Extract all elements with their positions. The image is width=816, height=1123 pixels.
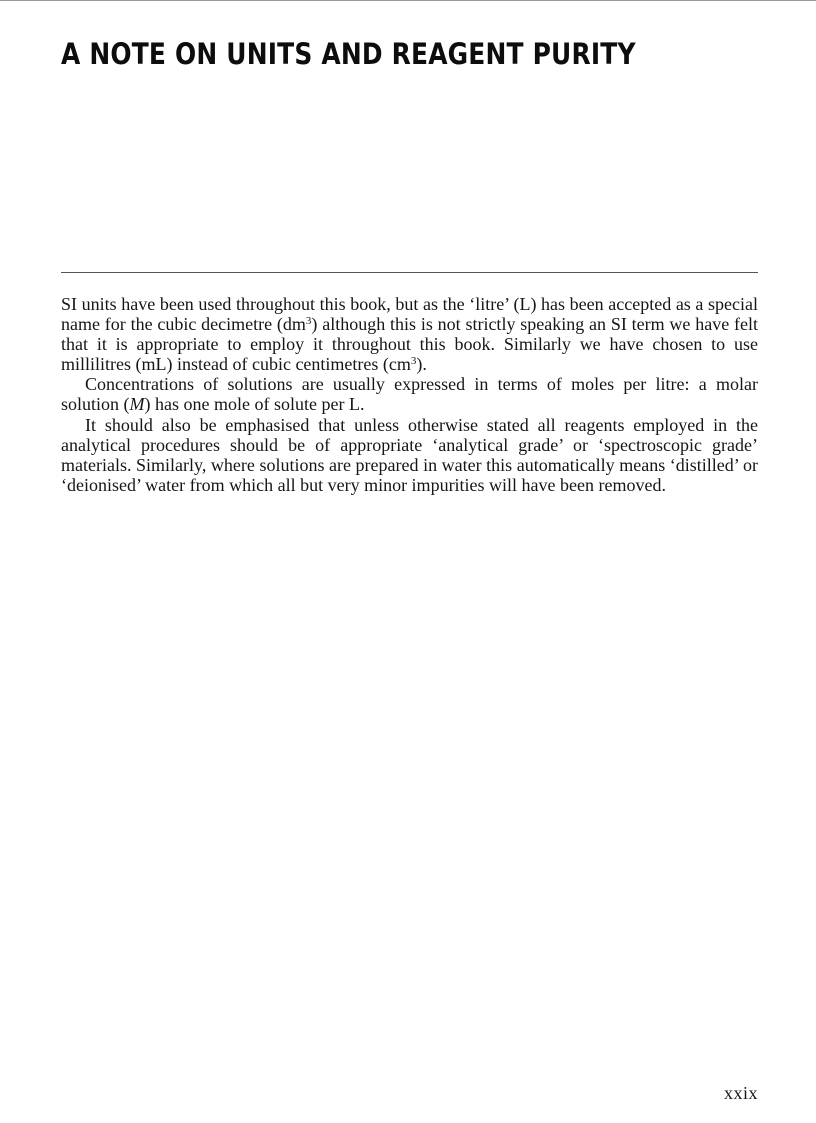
top-border-rule	[0, 0, 816, 1]
paragraph-concentrations	[61, 374, 758, 414]
body-text	[61, 294, 758, 495]
paragraph-text: ) has one mole of solute per L.	[144, 394, 365, 415]
superscript: 3	[410, 355, 417, 368]
paragraph-text: SI units have been used throughout this book, but as the ‘litre’ (L) has been accepted as a special name for the cubic decimetre (dm	[61, 294, 758, 335]
paragraph-si-units	[61, 294, 758, 374]
page-heading: A NOTE ON UNITS AND REAGENT PURITY	[61, 37, 636, 71]
page-number: xxix	[723, 1083, 758, 1103]
paragraph-text: Concentrations of solutions are usually expressed in terms of moles per litre: a molar solution (	[61, 374, 758, 415]
paragraph-text: ).	[416, 354, 427, 375]
paragraph-reagent-purity: It should also be emphasised that unless otherwise stated all reagents employed in the analytical procedures should be of appropriate ‘analytical grade’ or ‘spectroscopic grade’ materials. Similarly, where solutions are prepared in water this automatically means ‘distilled’ or ‘deionised’ water from which all but very minor impurities will have been removed.	[61, 414, 758, 495]
paragraph-text: ) although this is not strictly speaking an SI term we have felt that it is appropriate to employ it throughout this book. Similarly we have chosen to use millilitres (mL) instead of cubic centimetres (cm	[61, 314, 758, 375]
superscript: 3	[305, 315, 312, 328]
section-divider	[61, 272, 758, 273]
italic-symbol: M	[129, 394, 145, 415]
